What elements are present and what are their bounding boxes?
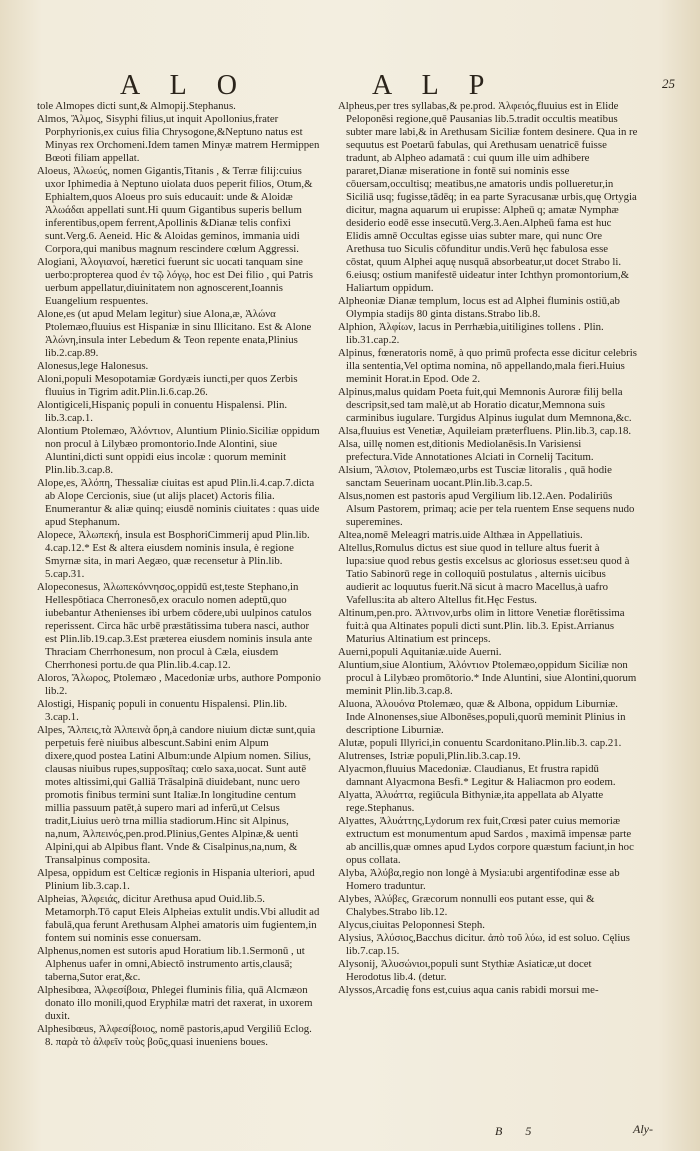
entry: Alopeconesus, Ἀλωπεκόννησος,oppidū est,teste Stephano,in Hellespōtiaca Cherronesō,ex oraculo nomen adeptū,quo iubebantur Athenienses ibi urbem cōdere,ubi uulpinos catulos reperissent. Circa hāc urbē præstātissima tubera nasci, author est Plin.lib.19.cap.3.Est præterea eiusdem nominis insula ante Thraciam Cherrhonesum, non procul à Cæla, eiusdem Cherrhonesi portu.de qua Plin.lib.4.cap.12. bbox=[37, 581, 313, 671]
entry: Alybes, Ἀλύβες, Græcorum nonnulli eos putant esse, qui & Chalybes.Strabo lib.12. bbox=[338, 893, 595, 918]
entry: Alpinus,malus quidam Poeta fuit,qui Memnonis Auroræ filij bella descripsit,sed tam malè,ut ab Horatio dicatur,Memnona suis carminibus iugulare. Turgidus Alpinus iugulat dum Memnona,&c. bbox=[338, 386, 632, 424]
entry: Alsus,nomen est pastoris apud Vergilium lib.12.Aen. Podaliriūs Alsum Pastorem, primaq; acie per tela ruentem Ense sequens nudo superemines. bbox=[338, 490, 635, 528]
entry: Aloros, Ἄλωρος, Ptolemæo , Macedoniæ urbs, authore Pomponio lib.2. bbox=[37, 672, 321, 697]
entry: Alphenus,nomen est sutoris apud Horatium lib.1.Sermonū , ut Alphenus uafer in omni,Abiectō instrumento artis,clausā; taberna,Sutor erat,&c. bbox=[37, 945, 305, 983]
entry: Alycus,ciuitas Peloponnesi Steph. bbox=[338, 919, 485, 931]
entry: Altellus,Romulus dictus est siue quod in tellure altus fuerit à lupa:siue quod rebus gestis excelsus ac gloriosus esset:seu quod à Tatio Sabinorū rege in colloquiū postulatus , alternis uicibus audierit ac loquutus fuerit.Nā sicut à macro Macellus,à uafro Vafellus:ita ab altero Altellus fit.Hęc Festus. bbox=[338, 542, 630, 606]
entry: tole Almopes dicti sunt,& Almopij.Stephanus. bbox=[37, 100, 236, 112]
entry: Altea,nomē Meleagri matris.uide Althæa in Appellatiuis. bbox=[338, 529, 583, 541]
entry: Alutrenses, Istriæ populi,Plin.lib.3.cap.19. bbox=[338, 750, 521, 762]
entry: Aloni,populi Mesopotamiæ Gordyæis iuncti,per quos Zerbis fluuius in Tigrim adit.Plin.li.6.cap.26. bbox=[37, 373, 298, 398]
right-header-word: A L P bbox=[372, 70, 497, 101]
entry: Alsium, Ἄλσιον, Ptolemæo,urbs est Tusciæ litoralis , quā hodie sanctam Seuerinam uocant.Plin.lib.3.cap.5. bbox=[338, 464, 612, 489]
entry: Alyacmon,fluuius Macedoniæ. Claudianus, Et frustra rapidū damnant Alyacmona Besfi.* Legitur & Haliacmon pro eodem. bbox=[338, 763, 616, 788]
entry: Aluona, Ἀλουόνα Ptolemæo, quæ & Albona, oppidum Liburniæ. Inde Alnonenses,siue Albonēses,populi,quorū meminit Plinius in descriptione Liburniæ. bbox=[338, 698, 626, 736]
signature-mark: B 5 bbox=[495, 1124, 542, 1138]
entry: Auerni,populi Aquitaniæ.uide Auerni. bbox=[338, 646, 502, 658]
entry: Alonesus,lege Halonesus. bbox=[37, 360, 149, 372]
running-header bbox=[0, 0, 700, 101]
entry: Alyba, Ἀλύβα,regio non longè à Mysia:ubi argentifodinæ esse ab Homero traduntur. bbox=[338, 867, 620, 892]
entry: Alpheus,per tres syllabas,& pe.prod. Ἀλφειός,fluuius est in Elide Peloponēsi regione,quē Pausanias lib.5.tradit occultis meatibus subter mare labi,& in Arethusam Siciliæ fontem desinere. Qua in re sequutus est Poetarū fabulas, qui Arethusam uenatricē fuisse tradunt, ab Alpheo adamatā : cui quum ille uim adhibere pararet,Dianæ miseratione in fontē sui nominis esse cōuersam,occultisq; meatibus,ne amatoris undis pollueretur,in Siciliā usq; fugisse,tādēq; in ea parte Syracusanæ urbis,quę Ortygia dicitur, magna aquarum ui erupisse: Alpheū q; amatæ Nymphæ desiderio eodē esse insecutū.Verg.3.Aen.Alpheū fama est huc Elidis amnē Occultas egisse uias subter mare, qui nunc Ore Arethusa tuo Siculis cōfunditur undis.Verū hęc fabulosa esse cōstat, quum Alphei aquę nusquā absorbeatur,ut docet Strabo li. 6.eiusq; ostium manifestē uideatur inter Ichthyn promontorium,& Haliartum oppidum. bbox=[338, 100, 638, 294]
entry: Alsa,fluuius est Venetiæ, Aquileiam præterfluens. Plin.lib.3, cap.18. bbox=[338, 425, 632, 437]
entry: Alpinus, fœneratoris nomē, à quo primū profecta esse dicitur celebris illa sententia,Vel optima nomina, nō appellando,mala fieri.Huius meminit Horat.in Epod. Ode 2. bbox=[338, 347, 637, 385]
entry: Alpesa, oppidum est Celticæ regionis in Hispania ulteriori, apud Plinium lib.3.cap.1. bbox=[37, 867, 315, 892]
entry: Altinum,pen.pro. Ἀλτινον,urbs olim in littore Venetiæ florētissima fuit:à qua Altinates populi dicti sunt.Plin. lib.3. Epist.Arrianus Maturius Altinatium est princeps. bbox=[338, 607, 625, 645]
entry: Alphion, Ἀλφίων, lacus in Perrhæbia,uitiligines tollens . Plin. lib.31.cap.2. bbox=[338, 321, 604, 346]
entry: Alogiani, Ἀλογιανοί, hæretici fuerunt sic uocati tanquam sine uerbo:propterea quod ἐν τῷ λόγῳ, hoc est Dei filio , qui Patris uerbum appellatur,diuinitatem non agnoscerent,Ioannis Euangelium respuentes. bbox=[37, 256, 313, 307]
entry: Almos, Ἄλμος, Sisyphi filius,ut inquit Apollonius,frater Porphyrionis,ex cuius filia Chrysogone,&Neptuno natus est Minyas rex Orchomeni.Idem tamen Minyæ matrem Hermippen Bœoti filiam appellat. bbox=[37, 113, 320, 164]
entry: Alpes, Ἄλπεις,τὰ Ἀλπεινὰ ὄρη,à candore niuium dictæ sunt,quia perpetuis ferè niuibus albescunt.Sabini enim Alpum dixere,quod postea Latini Album:unde Alpium nomen. Silius, clausas niuibus rupes,supposītaq; cœlo saxa,uocat. Sunt autē motes altissimi,qui Galliā Trāsalpinā diuidebant, nunc uero promotis finibus termini sunt Italiæ.In longitudine centum millia passuum patēt,à supero mari ad inferū,ut Celsus tradit,Liuius uerò trna millia stadiorum.Hinc sit Alpinus, na,num, Ἀλπεινός,pen.prod.Plinius,Gentes Alpinæ,& uenti Alpini,qui ab Alpibus flant. Vnde & Cisalpinus,na,num, & Transalpinus composita. bbox=[37, 724, 316, 866]
entry: Aloeus, Ἀλωεύς, nomen Gigantis,Titanis , & Terræ filij:cuius uxor Iphimedia à Neptuno uiolata duos peperit filios, Otum,& Ephialtem,quos Aloeus pro suis educauit: unde & Aloidæ Ἀλωάδαι appellati sunt.Hi quum Gigantibus superis bellum inferentibus,opem ferrent,Apollinis &Dianæ telis confixi sunt.Verg.6. Aeneid. Hic & Aloidas geminos, immania uidi Corpora,qui manibus magnum rescindere cœlum Aggressi. bbox=[37, 165, 313, 255]
entry: Alopece, Ἀλωπεκή, insula est BosphoriCimmerij apud Plin.lib. 4.cap.12.* Est & altera eiusdem nominis insula, è regione Smyrnæ sita, in mari Aegæo, quæ recensetur à Plin.lib. 5.cap.31. bbox=[37, 529, 310, 580]
page-number: 25 bbox=[662, 76, 675, 91]
catchword: Aly- bbox=[633, 1122, 653, 1136]
entry: Alutæ, populi Illyrici,in conuentu Scardonitano.Plin.lib.3. cap.21. bbox=[338, 737, 622, 749]
entry: Alyatta, Ἀλυάττα, regiūcula Bithyniæ,ita appellata ab Alyatte rege.Stephanus. bbox=[338, 789, 604, 814]
entry: Alyssos,Arcadię fons est,cuius aqua canis rabidi morsui me- bbox=[338, 984, 599, 996]
entry: Alone,es (ut apud Melam legitur) siue Alona,æ, Ἀλώνα Ptolemæo,fluuius est Hispaniæ in sinu Illicitano. Est & Alone Ἀλώνη,insula inter Lebedum & Teon repente enata,Plinius lib.2.cap.89. bbox=[37, 308, 312, 359]
left-header-word: A L O bbox=[120, 70, 249, 101]
entry: Alyattes, Ἀλυάττης,Lydorum rex fuit,Crœsi pater cuius memoriæ extructum est monumentum apud Sardos , maximā impensæ parte ab ancillis,quæ omnes apud Lydos corpore quæstum faciunt,in hoc opus collata. bbox=[338, 815, 634, 866]
entry: Alope,es, Ἀλόπη, Thessaliæ ciuitas est apud Plin.li.4.cap.7.dicta ab Alope Cercionis, siue (ut alijs placet) Actoris filia. Enumerantur & aliæ quinq; eiusdē nominis ciuitates : quas uide apud Stephanum. bbox=[37, 477, 320, 528]
entry: Aluntium,siue Alontium, Ἀλόντιον Ptolemæo,oppidum Siciliæ non procul à Lilybæo promōtorio.* Inde Aluntini, siue Alontini,quorum meminit Plin.lib.3.cap.8. bbox=[338, 659, 637, 697]
right-column bbox=[338, 100, 638, 1110]
entry: Alysius, Ἀλύσιος,Bacchus dicitur. ἀπὸ τοῦ λύω, id est soluo. Cęlius lib.7.cap.15. bbox=[338, 932, 630, 957]
entry: Alsa, uillę nomen est,ditionis Mediolanēsis.In Varisiensi prefectura.Vide Annotationes Alciati in Cornelij Tacitum. bbox=[338, 438, 594, 463]
entry: Alphesibœa, Ἀλφεσίβοια, Phlegei fluminis filia, quā Alcmæon donato illo monili,quod Eryphilæ matri det raxerat, in uxorem duxit. bbox=[37, 984, 313, 1022]
entry: Alpheias, Ἀλφειάς, dicitur Arethusa apud Ouid.lib.5. Metamorph.Tō caput Eleis Alpheias extulit undis.Vbi alludit ad fabulā,qua ferunt Arethusam Alphei amatoris uim fugientem,in fontem sui nominis esse conuersam. bbox=[37, 893, 320, 944]
left-column bbox=[37, 100, 322, 1110]
entry: Alpheoniæ Dianæ templum, locus est ad Alphei fluminis ostiū,ab Olympia stadijs 80 ginta distans.Strabo lib.8. bbox=[338, 295, 620, 320]
entry: Alphesibœus, Ἀλφεσίβοιος, nomē pastoris,apud Vergiliū Eclog. 8. παρὰ τὸ ἀλφεῖν τοὺς βοῦς,quasi inueniens boues. bbox=[37, 1023, 312, 1048]
entry: Alontium Ptolemæo, Ἀλόντιον, Aluntium Plinio.Siciliæ oppidum non procul à Lilybæo promontorio.Inde Alontini, siue Aluntini,dicti sunt oppidi eius incolæ : quorum meminit Plin.lib.3.cap.8. bbox=[37, 425, 320, 476]
entry: Alontigiceli,Hispaniç populi in conuentu Hispalensi. Plin. lib.3.cap.1. bbox=[37, 399, 288, 424]
entry: Alysonij, Ἀλυσώνιοι,populi sunt Stythiæ Asiaticæ,ut docet Herodotus lib.4. (detur. bbox=[338, 958, 592, 983]
entry: Alostigi, Hispaniç populi in conuentu Hispalensi. Plin.lib. 3.cap.1. bbox=[37, 698, 288, 723]
